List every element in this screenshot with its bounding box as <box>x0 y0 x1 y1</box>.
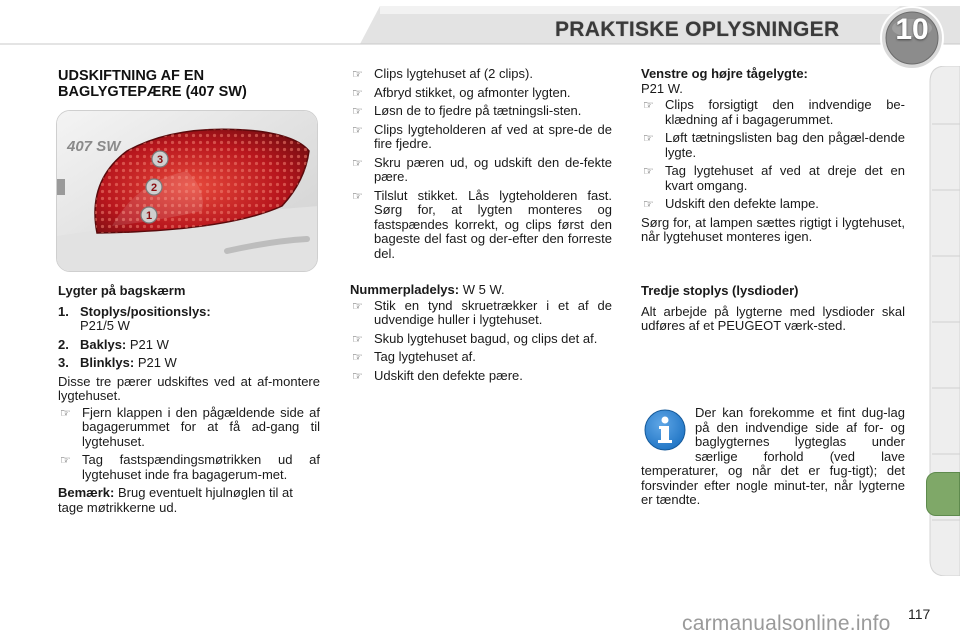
bulb-item-stoplight: 1. Stoplys/positionslys: P21/5 W <box>58 303 211 333</box>
list-item: ☞ Clips lygteholderen af ved at spre-de de fire fjedre. <box>352 121 612 151</box>
list-item: ☞ Tag fastspændingsmøtrikken ud af lygtehuset inde fra bagagerum-met. <box>60 452 320 482</box>
list-item: ☞ Løsn de to fjedre på tætningsli-sten. <box>352 103 582 118</box>
list-item: ☞ Tilslut stikket. Lås lygteholderen fast. Sørg for, at lygten monteres og fastspændes korrekt, og clips først den bageste del fast og der-efter den forreste del. <box>352 187 612 261</box>
list-item: ☞ Fjern klappen i den pågældende side af bagagerummet for at få ad-gang til lygtehuset. <box>60 404 320 449</box>
pointing-hand-icon: ☞ <box>352 67 363 81</box>
list-item: ☞ Udskift den defekte pære. <box>352 367 523 383</box>
bulb-item-indicator: 3. Blinklys: P21 W <box>58 355 177 370</box>
svg-text:3: 3 <box>156 154 164 166</box>
pointing-hand-icon: ☞ <box>643 131 654 145</box>
pointing-hand-icon: ☞ <box>60 405 71 420</box>
pointing-hand-icon: ☞ <box>352 350 363 364</box>
left-column <box>58 68 320 100</box>
fog-light-note: Sørg for, at lampen sættes rigtigt i lygtehuset, når lygtehuset monteres igen. <box>641 214 905 244</box>
list-item: ☞ Løft tætningslisten bag den pågæl-dende lygte. <box>643 130 905 160</box>
subsection-title: Lygter på bagskærm <box>58 283 186 298</box>
pointing-hand-icon: ☞ <box>60 453 71 467</box>
list-item: ☞ Skub lygtehuset bagud, og clips det af. <box>352 330 598 346</box>
plate-light-section <box>350 283 612 387</box>
info-icon <box>644 409 686 451</box>
list-item: ☞ Afbryd stikket, og afmonter lygten. <box>352 84 571 100</box>
watermark: carmanualsonline.info <box>682 612 891 635</box>
pointing-hand-icon: ☞ <box>643 98 654 112</box>
list-item: ☞ Stik en tynd skruetrækker i et af de udvendige huller i lygtehuset. <box>352 297 612 327</box>
pointing-hand-icon: ☞ <box>643 197 654 211</box>
pointing-hand-icon: ☞ <box>352 85 363 100</box>
page-number: 117 <box>908 606 931 622</box>
pointing-hand-icon: ☞ <box>352 331 363 346</box>
section-title: UDSKIFTNING AF EN BAGLYGTEPÆRE (407 SW) <box>58 68 247 100</box>
pointing-hand-icon: ☞ <box>352 104 363 118</box>
callout-2 <box>146 179 162 195</box>
bulb-item-reverse: 2. Baklys: P21 W <box>58 336 169 352</box>
third-stoplight-section <box>641 284 905 334</box>
left-column-body <box>58 284 320 515</box>
callout-1 <box>141 207 157 223</box>
chapter-tab-active[interactable] <box>926 472 960 516</box>
svg-text:1: 1 <box>145 210 153 222</box>
tail-light-illustration <box>57 111 318 272</box>
fog-light-section <box>641 67 905 245</box>
plate-light-heading: Nummerpladelys: W 5 W. <box>350 282 505 297</box>
fog-light-value: P21 W. <box>641 80 683 96</box>
pointing-hand-icon: ☞ <box>643 164 654 178</box>
tail-light-photo <box>56 110 318 272</box>
pointing-hand-icon: ☞ <box>352 122 363 137</box>
third-stoplight-title: Tredje stoplys (lysdioder) <box>641 283 799 298</box>
chapter-title: PRAKTISKE OPLYSNINGER <box>555 18 840 41</box>
list-item: ☞ Skru pæren ud, og udskift den de-fekte pære. <box>352 154 612 184</box>
middle-column <box>350 67 612 265</box>
info-text: Der kan forekomme et fint dug-lag på den indvendige side af for- og baglygternes lygteglas under særlige forhold (ved lave temperaturer, og når det er fug-tigt); det forsvinder efter nogle minut-ter, når lygterne er tændte. <box>641 405 905 507</box>
callout-3 <box>152 151 168 167</box>
pointing-hand-icon: ☞ <box>352 298 363 313</box>
svg-text:2: 2 <box>150 182 158 194</box>
list-item: ☞ Udskift den defekte lampe. <box>643 196 819 211</box>
intro-text: Disse tre pærer udskiftes ved at af-montere lygtehuset. <box>58 373 320 403</box>
third-stoplight-text: Alt arbejde på lygterne med lysdioder skal udføres af et PEUGEOT værk-sted. <box>641 303 905 333</box>
fog-light-title: Venstre og højre tågelygte: <box>641 66 808 81</box>
list-item: ☞ Clips forsigtigt den indvendige be-klædning af i bagagerummet. <box>643 97 905 127</box>
chapter-number: 10 <box>895 13 929 46</box>
note: Bemærk: Brug eventuelt hjulnøglen til at tage møtrikkerne ud. <box>58 485 293 515</box>
list-item: ☞ Tag lygtehuset af. <box>352 349 476 364</box>
model-badge: 407 SW <box>67 138 121 155</box>
pointing-hand-icon: ☞ <box>352 155 363 170</box>
pointing-hand-icon: ☞ <box>352 188 363 203</box>
list-item: ☞ Clips lygtehuset af (2 clips). <box>352 66 533 81</box>
list-item: ☞ Tag lygtehuset af ved at dreje det en kvart omgang. <box>643 163 905 193</box>
pointing-hand-icon: ☞ <box>352 368 363 383</box>
